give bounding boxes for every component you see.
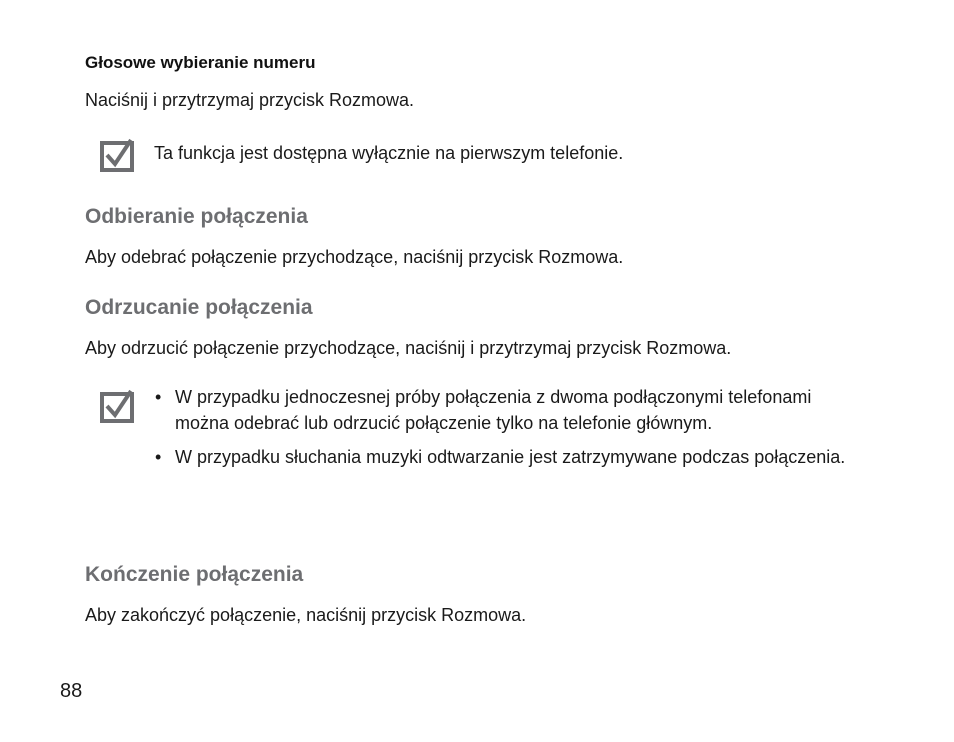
voice-dial-note: Ta funkcja jest dostępna wyłącznie na pierwszym telefonie. <box>154 143 624 163</box>
list-item <box>155 384 855 436</box>
answer-text: Aby odebrać połączenie przychodzące, naciśnij przycisk Rozmowa. <box>85 247 624 267</box>
voice-dial-instruction: Naciśnij i przytrzymaj przycisk Rozmowa. <box>85 90 415 110</box>
end-call-text: Aby zakończyć połączenie, naciśnij przycisk Rozmowa. <box>85 605 527 625</box>
bullet-icon: • <box>155 447 162 467</box>
page-number: 88 <box>60 680 83 702</box>
section-title-answer: Odbieranie połączenia <box>85 205 308 228</box>
section-title-reject: Odrzucanie połączenia <box>85 296 313 319</box>
checkbox-note-icon <box>100 389 134 423</box>
subheading-voice-dial: Głosowe wybieranie numeru <box>85 53 316 72</box>
section-title-end-call: Kończenie połączenia <box>85 563 304 586</box>
reject-notes-list <box>155 384 855 478</box>
reject-note-1: W przypadku jednoczesnej próby połączenia z dwoma podłączonymi telefonami można odebrać lub odrzucić połączenie tylko na telefonie głównym. <box>175 387 812 433</box>
list-item <box>155 444 855 470</box>
reject-note-2: W przypadku słuchania muzyki odtwarzanie jest zatrzymywane podczas połączenia. <box>175 447 846 467</box>
checkbox-note-icon <box>100 138 134 172</box>
bullet-icon: • <box>155 387 162 407</box>
reject-text: Aby odrzucić połączenie przychodzące, naciśnij i przytrzymaj przycisk Rozmowa. <box>85 338 732 358</box>
